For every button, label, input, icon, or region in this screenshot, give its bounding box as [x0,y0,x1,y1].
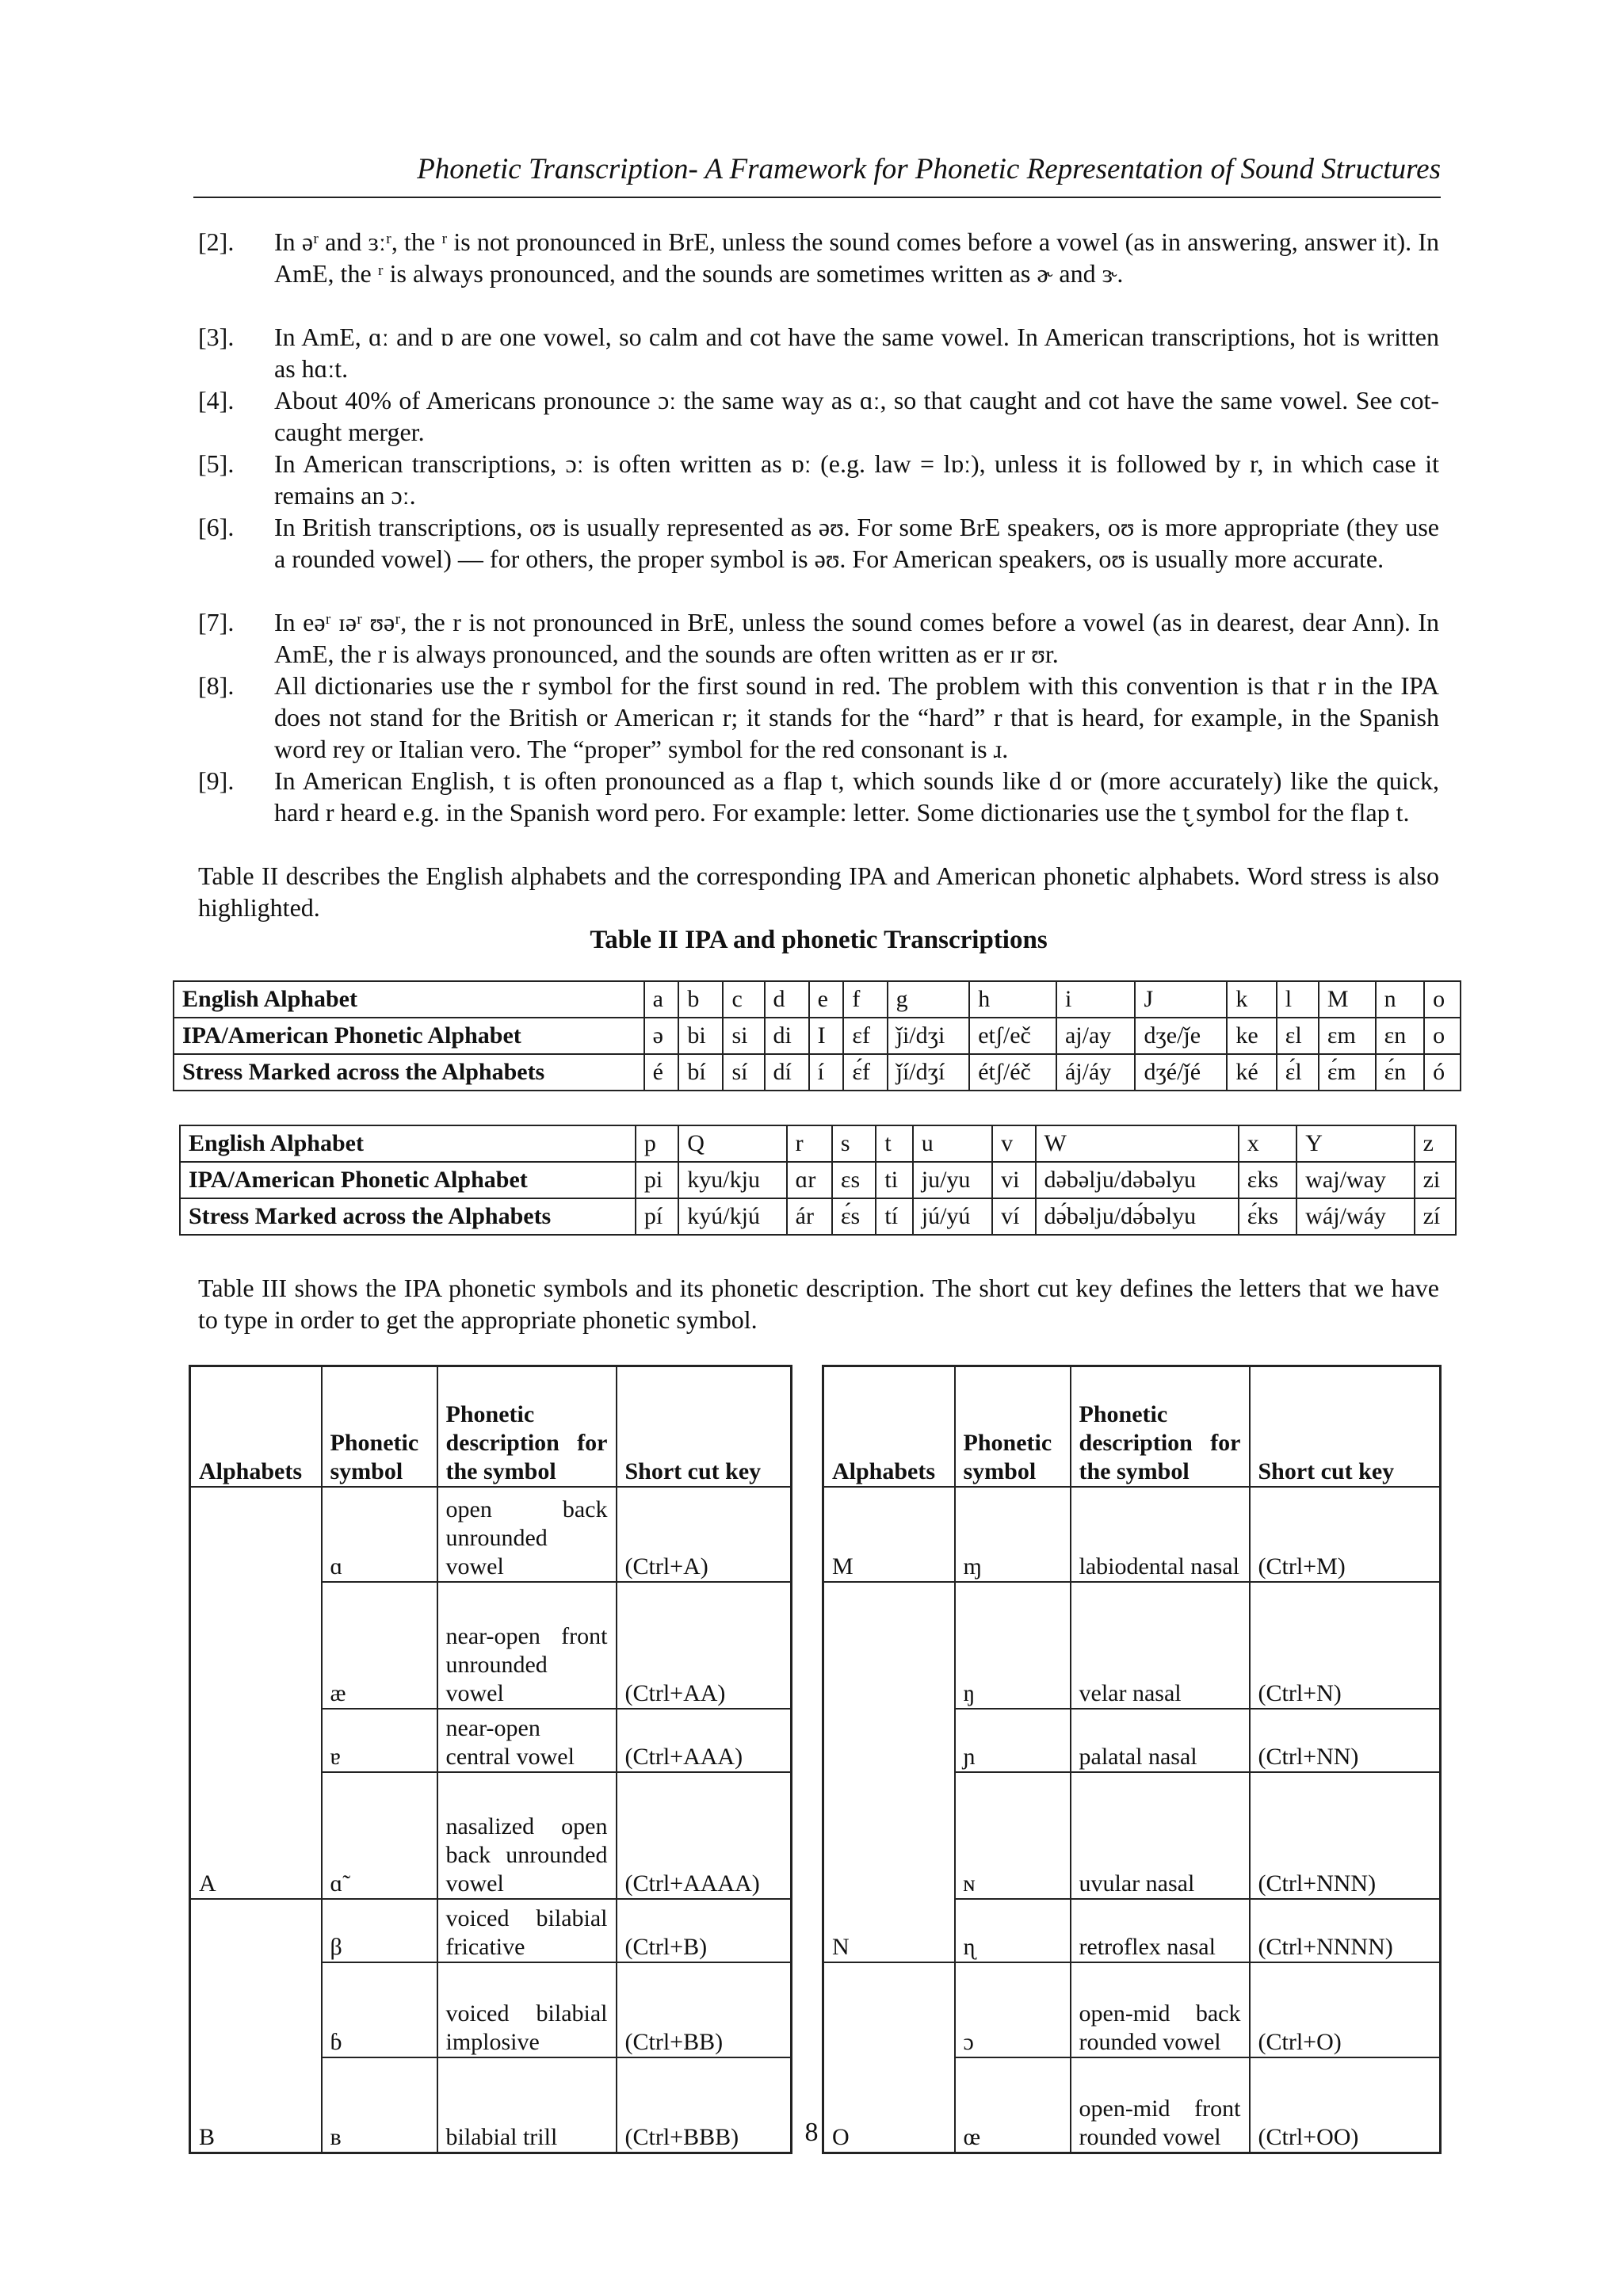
phonetic-symbol: ɔ [955,1962,1071,2057]
shortcut-key: (Ctrl+BBB) [617,2057,792,2153]
table-cell: o [1424,981,1461,1018]
table-cell: ɛl [1277,1018,1319,1054]
table-row [190,1899,792,1962]
alphabet-table-part1 [173,980,1461,1091]
table-cell: J [1135,981,1227,1018]
footnote-text: In eəʳ ɪəʳ ʊəʳ, the r is not pronounced in BrE, unless the sound comes before a vowel (as in dearest, dear Ann). In AmE, the r is always pronounced, and the sounds are often written as er ɪr ʊr. [274,608,1439,668]
table-cell: ti [876,1162,912,1198]
footnote-text: All dictionaries use the r symbol for the first sound in red. The problem with this convention is that r in the IPA does not stand for the British or American r; it stands for the “hard” r that is heard, for example, in the Spanish word rey or Italian vero. The “proper” symbol for the red consonant is ɹ. [274,671,1439,763]
phonetic-description: velar nasal [1071,1582,1250,1709]
table-cell: i [1056,981,1135,1018]
row-header: Stress Marked across the Alphabets [174,1054,644,1091]
table-cell: bí [678,1054,723,1091]
footnote-number: [4]. [198,386,235,415]
table-row [180,1198,1456,1235]
phonetic-description: open-mid front rounded vowel [1071,2057,1250,2153]
phonetic-description: labiodental nasal [1071,1487,1250,1582]
footnote-number: [7]. [198,608,235,636]
table-cell: x [1239,1125,1297,1162]
footnote-number: [8]. [198,671,235,700]
phonetic-symbol: ɲ [955,1709,1071,1772]
table-cell: e [809,981,844,1018]
table-cell: sí [723,1054,764,1091]
phonetic-symbol: ɳ [955,1899,1071,1962]
table-row [174,1054,1461,1091]
table-cell: ǰí/dʒí [888,1054,970,1091]
table-cell: f [843,981,887,1018]
row-header: Stress Marked across the Alphabets [180,1198,636,1235]
footnote [198,384,1439,448]
table-cell: í [809,1054,844,1091]
phonetic-description: bilabial trill [437,2057,617,2153]
table-cell: ɛ́n [1376,1054,1424,1091]
table-row [823,1487,1441,1582]
table-cell: ɛ́m [1319,1054,1376,1091]
footnote [198,670,1439,765]
table-cell: di [765,1018,809,1054]
table-cell: o [1424,1018,1461,1054]
shortcut-key: (Ctrl+BB) [617,1962,792,2057]
table-cell: kyú/kjú [678,1198,786,1235]
header-alphabets: Alphabets [823,1366,955,1488]
table-cell: kyu/kju [678,1162,786,1198]
table-cell: u [913,1125,992,1162]
table-cell: z [1415,1125,1456,1162]
table-cell: wáj/wáy [1296,1198,1414,1235]
table-cell: b [678,981,723,1018]
header-alphabets: Alphabets [190,1366,322,1488]
table-cell: pi [636,1162,678,1198]
table-cell: a [644,981,679,1018]
footnote [198,511,1439,575]
phonetic-description: near-open front unrounded vowel [437,1582,617,1709]
table-cell: l [1277,981,1319,1018]
table-cell: áj/áy [1056,1054,1135,1091]
table-cell: waj/way [1296,1162,1414,1198]
header-shortcut-key: Short cut key [1250,1366,1441,1488]
alphabet-letter: N [823,1582,955,1962]
table-cell: ɛm [1319,1018,1376,1054]
footnote [198,321,1439,384]
page-number: 8 [804,2118,819,2147]
table-cell: v [992,1125,1035,1162]
table-cell: n [1376,981,1424,1018]
header-shortcut-key: Short cut key [617,1366,792,1488]
table-cell: ɛ́s [832,1198,876,1235]
footnote-number: [3]. [198,323,235,351]
table-cell: W [1036,1125,1239,1162]
row-header: IPA/American Phonetic Alphabet [180,1162,636,1198]
table-cell: ju/yu [913,1162,992,1198]
table-cell: d [765,981,809,1018]
footnote-text: In American transcriptions, ɔː is often written as ɒː (e.g. law = lɒː), unless it is followed by r, in which case it remains an ɔː. [274,449,1439,510]
footnote-text: In AmE, ɑː and ɒ are one vowel, so calm and cot have the same vowel. In American transcriptions, hot is written as hɑːt. [274,323,1439,383]
table-cell: dʒé/ǰé [1135,1054,1227,1091]
phonetic-description: voiced bilabial implosive [437,1962,617,2057]
header-phonetic-symbol: Phonetic symbol [322,1366,437,1488]
table-row [174,981,1461,1018]
table-cell: ɛf [843,1018,887,1054]
table-cell: ké [1227,1054,1276,1091]
table-cell: ár [787,1198,832,1235]
phonetic-symbol: ʙ [322,2057,437,2153]
footnote-number: [9]. [198,766,235,795]
footnote [198,606,1439,670]
footnote [198,448,1439,511]
header-phonetic-symbol: Phonetic symbol [955,1366,1071,1488]
table-cell: dəbəlju/dəbəlyu [1036,1162,1239,1198]
table-cell: ə [644,1018,679,1054]
footnote-text: In əʳ and ɜːʳ, the ʳ is not pronounced in BrE, unless the sound comes before a vowel (as in answering, answer it). In AmE, the ʳ is always pronounced, and the sounds are sometimes written as ɚ and ɝ. [274,227,1439,288]
alphabet-letter: M [823,1487,955,1582]
alphabet-table-part2 [179,1125,1457,1236]
phonetic-symbol: œ [955,2057,1071,2153]
phonetic-symbol: ɴ [955,1772,1071,1899]
shortcut-key: (Ctrl+OO) [1250,2057,1441,2153]
shortcut-key: (Ctrl+M) [1250,1487,1441,1582]
footnote-number: [5]. [198,449,235,478]
table-cell: ɛ́ks [1239,1198,1297,1235]
table-cell: r [787,1125,832,1162]
table-cell: é [644,1054,679,1091]
phonetic-symbol: β [322,1899,437,1962]
phonetic-description: open back unrounded vowel [437,1487,617,1582]
row-header: English Alphabet [174,981,644,1018]
table-row [190,1487,792,1582]
shortcut-key: (Ctrl+A) [617,1487,792,1582]
row-header: IPA/American Phonetic Alphabet [174,1018,644,1054]
table-cell: p [636,1125,678,1162]
table-row [180,1125,1456,1162]
table-cell: Y [1296,1125,1414,1162]
table-cell: zi [1415,1162,1456,1198]
phonetic-symbol: ɓ [322,1962,437,2057]
table-cell: ɑr [787,1162,832,1198]
table-cell: ɛn [1376,1018,1424,1054]
phonetic-symbol: ɑ̃ [322,1772,437,1899]
table-cell: dʒe/ǰe [1135,1018,1227,1054]
row-header: English Alphabet [180,1125,636,1162]
phonetic-description: retroflex nasal [1071,1899,1250,1962]
footnote [198,226,1439,289]
table-cell: s [832,1125,876,1162]
header-rule [193,197,1441,198]
table-cell: si [723,1018,764,1054]
footnote-text: In American English, t is often pronounced as a flap t, which sounds like d or (more accurately) like the quick, hard r heard e.g. in the Spanish word pero. For example: letter. Some dictionaries use the t̬ symbol for the flap t. [274,766,1439,827]
ipa-symbol-table-left [189,1365,792,2154]
table-cell: aj/ay [1056,1018,1135,1054]
alphabet-letter: B [190,1899,322,2153]
shortcut-key: (Ctrl+AAAA) [617,1772,792,1899]
shortcut-key: (Ctrl+NN) [1250,1709,1441,1772]
footnote-number: [6]. [198,513,235,541]
table-cell: ɛks [1239,1162,1297,1198]
table-cell: dí [765,1054,809,1091]
table-row [823,1962,1441,2057]
phonetic-description: nasalized open back unrounded vowel [437,1772,617,1899]
footnote-number: [2]. [198,227,235,256]
phonetic-symbol: ɐ [322,1709,437,1772]
shortcut-key: (Ctrl+AAA) [617,1709,792,1772]
header-phonetic-description: Phonetic description for the symbol [437,1366,617,1488]
phonetic-symbol: æ [322,1582,437,1709]
table-cell: t [876,1125,912,1162]
footnote-text: In British transcriptions, oʊ is usually represented as əʊ. For some BrE speakers, oʊ is more appropriate (they use a rounded vowel) — for others, the proper symbol is əʊ. For American speakers, oʊ is usually more accurate. [274,513,1439,573]
table-cell: Q [678,1125,786,1162]
footnote-text: About 40% of Americans pronounce ɔː the same way as ɑː, so that caught and cot have the same vowel. See cot-caught merger. [274,386,1439,446]
table-row [823,1582,1441,1709]
shortcut-key: (Ctrl+NNN) [1250,1772,1441,1899]
table2-caption: Table II IPA and phonetic Transcriptions [590,926,1048,954]
table-cell: tí [876,1198,912,1235]
table-cell: jú/yú [913,1198,992,1235]
table-cell: ǰi/dʒi [888,1018,970,1054]
alphabet-letter: A [190,1487,322,1899]
shortcut-key: (Ctrl+NNNN) [1250,1899,1441,1962]
phonetic-description: near-open central vowel [437,1709,617,1772]
phonetic-description: uvular nasal [1071,1772,1250,1899]
phonetic-symbol: ɱ [955,1487,1071,1582]
table-cell: ó [1424,1054,1461,1091]
table-cell: M [1319,981,1376,1018]
shortcut-key: (Ctrl+N) [1250,1582,1441,1709]
table2-intro-paragraph: Table II describes the English alphabets and the corresponding IPA and American phonetic alphabets. Word stress is also highlighted. [198,861,1439,922]
table-cell: ví [992,1198,1035,1235]
phonetic-description: open-mid back rounded vowel [1071,1962,1250,2057]
table-cell: I [809,1018,844,1054]
table-cell: g [888,981,970,1018]
table-cell: k [1227,981,1276,1018]
running-header: Phonetic Transcription- A Framework for Phonetic Representation of Sound Structures [417,153,1441,185]
ipa-symbol-table-right [822,1365,1442,2154]
table-cell: ɛs [832,1162,876,1198]
phonetic-description: palatal nasal [1071,1709,1250,1772]
header-phonetic-description: Phonetic description for the symbol [1071,1366,1250,1488]
table-cell: c [723,981,764,1018]
phonetic-symbol: ŋ [955,1582,1071,1709]
shortcut-key: (Ctrl+B) [617,1899,792,1962]
table-cell: ɛ́f [843,1054,887,1091]
shortcut-key: (Ctrl+AA) [617,1582,792,1709]
phonetic-symbol: ɑ [322,1487,437,1582]
table-cell: ke [1227,1018,1276,1054]
table-cell: pí [636,1198,678,1235]
table-cell: ɛ́l [1277,1054,1319,1091]
table-row [174,1018,1461,1054]
table-row [180,1162,1456,1198]
table-cell: bi [678,1018,723,1054]
table-cell: etʃ/eč [969,1018,1056,1054]
footnote [198,765,1439,828]
shortcut-key: (Ctrl+O) [1250,1962,1441,2057]
alphabet-letter: O [823,1962,955,2153]
table-cell: vi [992,1162,1035,1198]
table3-intro-paragraph: Table III shows the IPA phonetic symbols and its phonetic description. The short cut key defines the letters that we have to type in order to get the appropriate phonetic symbol. [198,1274,1439,1334]
table-cell: də́bəlju/də́bəlyu [1036,1198,1239,1235]
table-cell: h [969,981,1056,1018]
table-cell: zí [1415,1198,1456,1235]
table-cell: étʃ/éč [969,1054,1056,1091]
phonetic-description: voiced bilabial fricative [437,1899,617,1962]
